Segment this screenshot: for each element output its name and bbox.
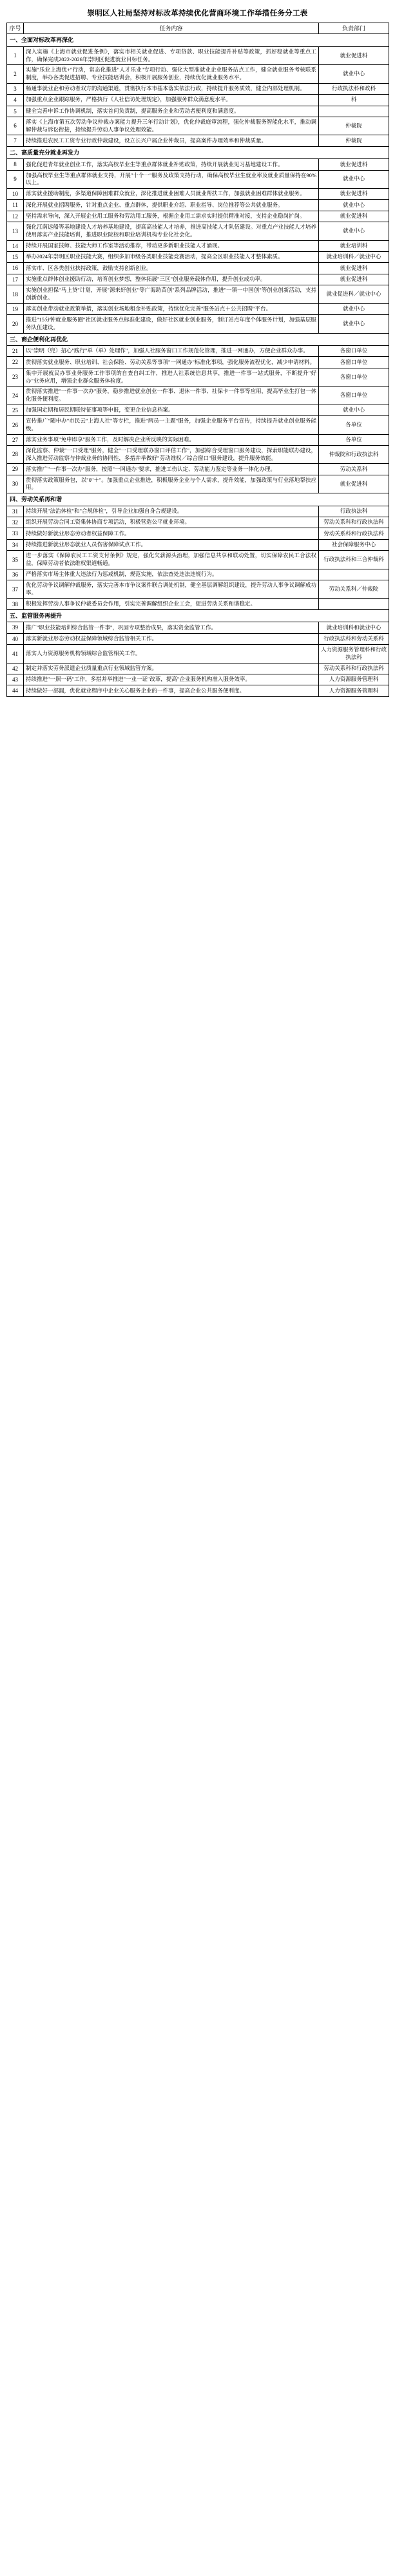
row-task: 实施"乐业上海优+"行动，常态化推进"人才乐业"专项行动、强化大型准就业企业服务站点工作，健全就业服务考核联系制度，举办各类促进招聘、专业技能培训会，积极开展服务创业，持续优化就业服务水平。	[24, 65, 319, 83]
row-seq: 43	[7, 674, 24, 685]
table-row	[7, 580, 389, 598]
table-row	[7, 315, 389, 333]
row-dept: 各窗口单位	[319, 345, 389, 356]
row-task: 落实推广"一件事一次办"服务，按照"一网通办"要求，推进工伤认定、劳动能力鉴定等业务一体化办理。	[24, 464, 319, 475]
table-row	[7, 200, 389, 211]
table-row	[7, 252, 389, 263]
table-row	[7, 517, 389, 528]
row-seq: 29	[7, 464, 24, 475]
column-header-seq: 序号	[7, 23, 24, 34]
row-dept: 就业培训科和就业中心	[319, 622, 389, 633]
table-row	[7, 434, 389, 445]
row-dept: 就业促进科／就业中心	[319, 285, 389, 303]
row-task: 畅通事就业企和劳动者双方的沟通渠道，贯彻执行本市基本落实依法行政，持续提升服务质效，健全内部处理机制。	[24, 83, 319, 94]
row-dept: 行政执法科和政科	[319, 83, 389, 94]
row-task: 落实业务事项"免申即享"服务工作，及时解决企业所反映的实际困难。	[24, 434, 319, 445]
row-task: 推广"职业技能培训综合监管一件事"，巩固专项整治成果，落实资金监管工作。	[24, 622, 319, 633]
row-seq: 14	[7, 240, 24, 251]
table-row	[7, 506, 389, 517]
row-task: 落实市、区各类创业扶持政策，鼓励支持创新创业。	[24, 263, 319, 274]
table-row	[7, 117, 389, 135]
row-task: 组织开展劳动合同工资集体协商专项活动，积极营造公平就业环境。	[24, 517, 319, 528]
row-dept: 劳动关系科和行政执法科	[319, 663, 389, 674]
table-row	[7, 95, 389, 106]
row-dept: 就业培训科／就业中心	[319, 252, 389, 263]
row-dept: 就业促进科	[319, 211, 389, 222]
row-task: 持续开展"法治体检"和"合规体检"，引导企业加强自身合规建设。	[24, 506, 319, 517]
table-row	[7, 569, 389, 580]
row-task: 加强国定期和居民期联特征事项等申报，变更企业信息档案。	[24, 405, 319, 415]
table-row	[7, 663, 389, 674]
table-row	[7, 263, 389, 274]
table-row	[7, 528, 389, 539]
row-dept: 劳动关系科和行政执法科	[319, 528, 389, 539]
row-dept: 各窗口单位	[319, 368, 389, 386]
row-dept: 人力资源服务管理科	[319, 685, 389, 696]
row-dept	[319, 106, 389, 117]
row-task: 贯彻落实政策服务包，以"0"＋"。加强重点企业推进，积极服务企业与个人需求，提升效能，加强政策与行业落地帮扶应用。	[24, 475, 319, 493]
row-task: 举办2024年崇明区职业技能大赛，组织多加市级各类职业技能竞赛活动，提高全区职业技能人才整体素质。	[24, 252, 319, 263]
row-seq: 17	[7, 274, 24, 285]
row-task: 落实新就业形态劳动权益保障领域综合监管相关工作。	[24, 633, 319, 644]
row-seq: 9	[7, 170, 24, 188]
row-seq: 26	[7, 416, 24, 434]
row-seq: 33	[7, 528, 24, 539]
section-row	[7, 146, 389, 158]
page-title: 崇明区人社局坚持对标改革持续优化营商环境工作举措任务分工表	[87, 10, 308, 17]
table-row	[7, 445, 389, 463]
row-seq: 11	[7, 200, 24, 211]
row-dept: 科	[319, 95, 389, 106]
row-task: 持续推进"一照一码"工作，多措并举推进"一业一证"改革，提高"企业服务机构准入服务效率。	[24, 674, 319, 685]
table-header-row	[7, 23, 389, 34]
row-task: 实施创业担保"马上贷"计划，开展"源来好创业"等广海助苗创"系列品牌活动，推进"一镇一中国创"等创业创新活动，支持创新创业。	[24, 285, 319, 303]
section-title: 一、全面对标改革再深化	[7, 34, 389, 46]
section-row	[7, 333, 389, 345]
table-row	[7, 170, 389, 188]
row-dept: 各单位	[319, 434, 389, 445]
row-task: 深化监察、仲裁"一口受理"服务，健全"一口受理联办窗口评估工作"，加强综合受理窗口服务建设，探索职能联办建设，深入推进劳动监察与仲裁业务的协同性，多措并举做好"劳动维权／综合窗口"服务建设，提升服务效能。	[24, 445, 319, 463]
table-row	[7, 83, 389, 94]
column-header-dept: 负责部门	[319, 23, 389, 34]
row-seq: 36	[7, 569, 24, 580]
table-row	[7, 211, 389, 222]
row-seq: 24	[7, 386, 24, 405]
row-seq: 4	[7, 95, 24, 106]
row-dept: 就业促进科	[319, 263, 389, 274]
row-seq: 8	[7, 159, 24, 170]
row-seq: 21	[7, 345, 24, 356]
table-row	[7, 189, 389, 200]
row-task: 优化劳动争议调解仲裁服务，落实完善本市争议案件联合调处机制，健全基层调解组织建设，提升劳动人事争议调解成功率。	[24, 580, 319, 598]
table-row	[7, 622, 389, 633]
row-dept: 劳动关系科	[319, 464, 389, 475]
row-dept	[319, 598, 389, 609]
row-task: 以"崇明（兜）招心"践行"单（单）处理作"，加强人社服务窗口工作规范化管理，推进一网通办，方便企业群众办事。	[24, 345, 319, 356]
row-task: 进一步落实《保障农民工工资支付条例》规定，强化欠薪源头治理，加强信息共享和联动处置，切实保障农民工合法权益，保障劳动者依法维权渠道畅通。	[24, 551, 319, 569]
row-task: 宣传推广"随申办"市民云"上海人社"等专栏，推进"两员一主题"服务，加强企业服务平台宣传，持续提升就业创业服务能级。	[24, 416, 319, 434]
row-seq: 19	[7, 303, 24, 314]
row-task: 持续做好一部漏，优化就业程序中企业关心服务企业的一件事，提高企业公共服务便利度。	[24, 685, 319, 696]
row-task: 实施重点群体创业援助行动，培育创业梦想，整体拓展"三区"创业服务载体作用，提升创业成功率。	[24, 274, 319, 285]
row-dept: 行政执法科	[319, 506, 389, 517]
table-row	[7, 368, 389, 386]
row-task: 落实人力资源服务机构领域综合监管相关工作。	[24, 645, 319, 663]
section-title: 二、高质量充分就业再发力	[7, 146, 389, 158]
row-task: 贯彻落实推进"一件事一次办"服务，稳步推进就业创业一件事、退休一件事、社保卡一件事等应用，提高毕业生打包一体化服务便利度。	[24, 386, 319, 405]
row-dept: 就业中心	[319, 303, 389, 314]
row-seq: 7	[7, 135, 24, 146]
table-row	[7, 357, 389, 368]
table-row	[7, 159, 389, 170]
row-dept: 仲裁院	[319, 135, 389, 146]
table-row	[7, 345, 389, 356]
row-seq: 23	[7, 368, 24, 386]
table-row	[7, 386, 389, 405]
table-row	[7, 405, 389, 415]
row-dept: 就业促进科	[319, 189, 389, 200]
row-dept: 劳动关系科和行政执法科	[319, 517, 389, 528]
row-task: 加强高校毕业生等重点群体就业支持，开展"十个一"服务及政策支持行动，确保高校毕业生就业率及就业质量保持在90%以上。	[24, 170, 319, 188]
row-dept: 行政执法科和劳动关系科	[319, 633, 389, 644]
row-seq: 32	[7, 517, 24, 528]
row-task: 推进"15分钟就业服务圈"社区就业服务点标准化建设，做好社区就业创业服务，制订站点年度个体服务计划，加强基层服务队伍建设。	[24, 315, 319, 333]
row-dept: 就业促进科	[319, 159, 389, 170]
row-task: 强化江南远船等基地建设人才培养基地建设，提高高技能人才培养，推进高技能人才队伍建设。对重点产业技能人才培养使用落实产业技能培训，推进职业院校和职业培训机构专业化社会化。	[24, 222, 319, 240]
row-dept: 就业中心	[319, 405, 389, 415]
row-seq: 1	[7, 46, 24, 64]
row-seq: 35	[7, 551, 24, 569]
column-header-task: 任务内容	[24, 23, 319, 34]
row-seq: 2	[7, 65, 24, 83]
row-task: 严格落实市场主体重大违法行为惩戒机制，规范实施，依法查处违法违规行为。	[24, 569, 319, 580]
row-task: 积极发挥劳动人事争议仲裁委员会作用，引实完善调解组织企业工会，促进劳动关系和谐稳定。	[24, 598, 319, 609]
table-row	[7, 645, 389, 663]
row-seq: 38	[7, 598, 24, 609]
section-title: 五、监管服务再提升	[7, 609, 389, 622]
row-dept: 各窗口单位	[319, 357, 389, 368]
row-seq: 28	[7, 445, 24, 463]
row-dept: 就业促进科	[319, 274, 389, 285]
row-dept: 人力资源服务管理科和行政执法科	[319, 645, 389, 663]
row-task: 强化促进青年就业创业工作，落实高校毕业生等重点群体就业补贴政策，持续开展就业见习基地建设工作。	[24, 159, 319, 170]
section-row	[7, 609, 389, 622]
table-row	[7, 135, 389, 146]
row-task: 健全完善申诉工作协调机制，落实首问负责制，提高服务企业和劳动者便利度和满意度。	[24, 106, 319, 117]
row-dept: 就业培训科	[319, 240, 389, 251]
task-assignment-table	[6, 23, 389, 697]
table-row	[7, 65, 389, 83]
row-task: 深入实施《上海市就业促进条例》，落实市相关就业促进、专项贷款、职业技能提升补贴等政策，抓好稳就业等重点工作，确保完成2022-2026年崇明区促进就业目标任务。	[24, 46, 319, 64]
row-task: 集中开展就民办事业务服务工作事项的自查自纠工作，推进人社系统信息共享，推进一件事一站式服务，不断提升"好办"业务应用，增强企业群众服务体验度。	[24, 368, 319, 386]
row-dept: 就业促进科	[319, 46, 389, 64]
table-row	[7, 274, 389, 285]
section-title: 三、商企便利化再优化	[7, 333, 389, 345]
row-dept: 各单位	[319, 416, 389, 434]
row-task: 加强重点企业跟踪服务，严格执行《人社信访处理规定》，加强服务群众满意度水平。	[24, 95, 319, 106]
row-task: 落实《上海市第五次劳动争议仲裁办案能力提升三年行动计划》，优化仲裁庭审流程，强化仲裁服务智能化水平，推动调解仲裁与诉讼衔接，持续提升劳动人事争议处理效能。	[24, 117, 319, 135]
section-row	[7, 493, 389, 506]
table-row	[7, 416, 389, 434]
row-seq: 34	[7, 539, 24, 550]
table-row	[7, 475, 389, 493]
row-seq: 41	[7, 645, 24, 663]
row-dept: 就业中心	[319, 315, 389, 333]
row-seq: 31	[7, 506, 24, 517]
row-seq: 13	[7, 222, 24, 240]
table-row	[7, 685, 389, 696]
row-seq: 30	[7, 475, 24, 493]
row-seq: 44	[7, 685, 24, 696]
row-dept: 人力资源服务管理科	[319, 674, 389, 685]
row-seq: 15	[7, 252, 24, 263]
table-body	[7, 34, 389, 696]
row-seq: 12	[7, 211, 24, 222]
row-dept: 就业中心	[319, 65, 389, 83]
row-task: 制定并落实劳务派遣企业质量重点行业领域监管方案。	[24, 663, 319, 674]
row-seq: 16	[7, 263, 24, 274]
row-task: 贯彻落实就业服务、职业培训、社会保险、劳动关系等事项"一网通办"标准化事项，强化服务流程优化，减少申请材料。	[24, 357, 319, 368]
row-task: 落实创业带动就业政策举措，落实创业场地租金补贴政策，持续优化完善"服务站点＋公共招聘"平台。	[24, 303, 319, 314]
table-row	[7, 106, 389, 117]
row-dept: 就业中心	[319, 200, 389, 211]
table-row	[7, 674, 389, 685]
row-seq: 39	[7, 622, 24, 633]
row-task: 落实就业援助制度，多渠道保障困难群众就业，深化推进就业困难人员就业帮扶工作，加强就业困难群体就业服务。	[24, 189, 319, 200]
row-dept: 各窗口单位	[319, 386, 389, 405]
row-task: 坚持需求导向，深入开展企业用工服务和劳动用工服务，根据企业用工需求实时提供精准对接，支持企业稳岗扩岗。	[24, 211, 319, 222]
row-dept: 仲裁院	[319, 117, 389, 135]
row-task: 持续推进新就业形态就业人员伤害保障试点工作。	[24, 539, 319, 550]
table-row	[7, 598, 389, 609]
row-dept: 就业中心	[319, 222, 389, 240]
row-dept	[319, 569, 389, 580]
row-dept: 就业中心	[319, 170, 389, 188]
document-page	[0, 0, 395, 709]
table-row	[7, 633, 389, 644]
row-dept: 行政执法科和三合仲裁科	[319, 551, 389, 569]
row-seq: 42	[7, 663, 24, 674]
row-seq: 5	[7, 106, 24, 117]
table-row	[7, 46, 389, 64]
table-row	[7, 539, 389, 550]
row-seq: 27	[7, 434, 24, 445]
row-task: 持续开展国家技师、技能大师工作室等活动推荐，带动更多新职业技能人才涌现。	[24, 240, 319, 251]
table-row	[7, 551, 389, 569]
row-seq: 18	[7, 285, 24, 303]
table-row	[7, 240, 389, 251]
row-dept: 劳动关系科／仲裁院	[319, 580, 389, 598]
row-dept: 社会保障服务中心	[319, 539, 389, 550]
row-seq: 20	[7, 315, 24, 333]
row-task: 持续做好新就业形态劳动者权益保障工作。	[24, 528, 319, 539]
row-seq: 3	[7, 83, 24, 94]
row-task: 持续推进农民工工资专业行政仲裁建设，设立长兴户属企业仲裁员，提高案件办理效率和仲裁质量。	[24, 135, 319, 146]
table-row	[7, 464, 389, 475]
section-title: 四、劳动关系再和谐	[7, 493, 389, 506]
row-seq: 10	[7, 189, 24, 200]
row-seq: 40	[7, 633, 24, 644]
row-dept: 仲裁院和行政执法科	[319, 445, 389, 463]
row-dept: 就业促进科	[319, 475, 389, 493]
row-seq: 6	[7, 117, 24, 135]
section-row	[7, 34, 389, 46]
row-seq: 37	[7, 580, 24, 598]
row-seq: 22	[7, 357, 24, 368]
row-seq: 25	[7, 405, 24, 415]
table-row	[7, 222, 389, 240]
table-row	[7, 285, 389, 303]
row-task: 深化开展就业招聘服务，针对重点企业、重点群体，提供职业介绍、职业指导、岗位推荐等公共就业服务。	[24, 200, 319, 211]
table-row	[7, 303, 389, 314]
